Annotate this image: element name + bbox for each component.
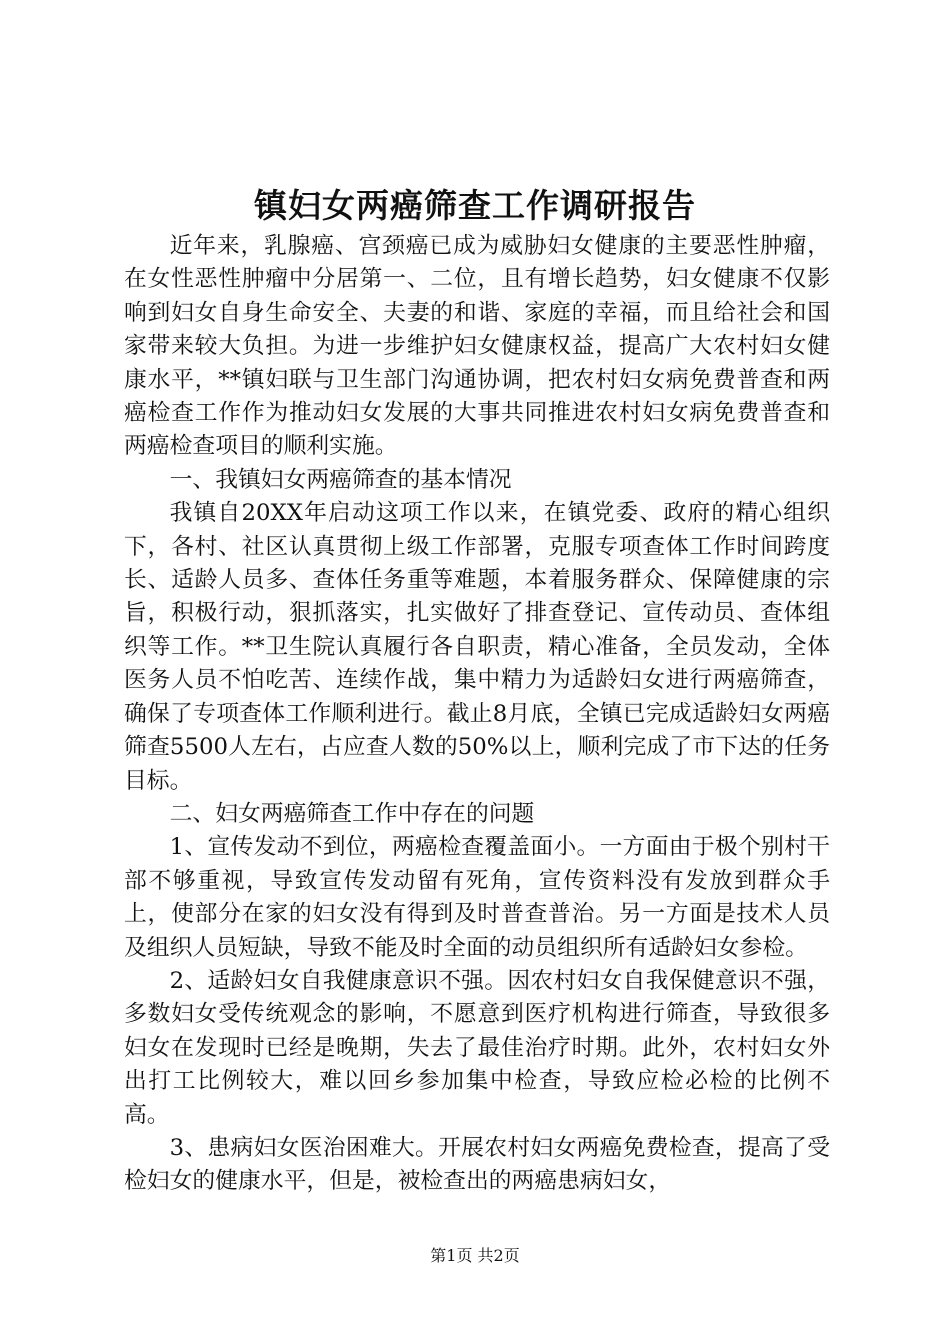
paragraph-basic-situation: 我镇自20XX年启动这项工作以来，在镇党委、政府的精心组织下，各村、社区认真贯彻上级工作部署，克服专项查体工作时间跨度长、适龄人员多、查体任务重等难题，本着服务群众、保障健康的宗旨，积极行动，狠抓落实，扎实做好了排查登记、宣传动员、查体组织等工作。**卫生院认真履行各自职责，精心准备，全员发动，全体医务人员不怕吃苦、连续作战，集中精力为适龄妇女进行两癌筛查，确保了专项查体工作顺利进行。截止8月底，全镇已完成适龄妇女两癌筛查5500人左右，占应查人数的50%以上，顺利完成了市下达的任务目标。 [124, 500, 830, 794]
section-heading-1: 一、我镇妇女两癌筛查的基本情况 [169, 466, 512, 493]
paragraph-intro: 近年来，乳腺癌、宫颈癌已成为威胁妇女健康的主要恶性肿瘤，在女性恶性肿瘤中分居第一、二位，且有增长趋势，妇女健康不仅影响到妇女自身生命安全、夫妻的和谐、家庭的幸福，而且给社会和国家带来较大负担。为进一步维护妇女健康权益，提高广大农村妇女健康水平，**镇妇联与卫生部门沟通协调，把农村妇女病免费普查和两癌检查工作作为推动妇女发展的大事共同推进农村妇女病免费普查和两癌检查项目的顺利实施。 [124, 233, 830, 460]
document-body [124, 230, 830, 1199]
page-footer: 第1页 共2页 [430, 1246, 520, 1265]
section-heading-2: 二、妇女两癌筛查工作中存在的问题 [169, 800, 535, 827]
paragraph-problem-3: 3、患病妇女医治困难大。开展农村妇女两癌免费检查，提高了受检妇女的健康水平，但是，被检查出的两癌患病妇女， [124, 1134, 830, 1195]
paragraph-problem-1: 1、宣传发动不到位，两癌检查覆盖面小。一方面由于极个别村干部不够重视，导致宣传发动留有死角，宣传资料没有发放到群众手上，使部分在家的妇女没有得到及时普查普治。另一方面是技术人员及组织人员短缺，导致不能及时全面的动员组织所有适龄妇女参检。 [124, 834, 830, 961]
document-title: 镇妇女两癌筛查工作调研报告 [254, 186, 696, 225]
paragraph-problem-2: 2、适龄妇女自我健康意识不强。因农村妇女自我保健意识不强，多数妇女受传统观念的影响，不愿意到医疗机构进行筛查，导致很多妇女在发现时已经是晚期，失去了最佳治疗时期。此外，农村妇女外出打工比例较大，难以回乡参加集中检查，导致应检必检的比例不高。 [124, 967, 830, 1128]
